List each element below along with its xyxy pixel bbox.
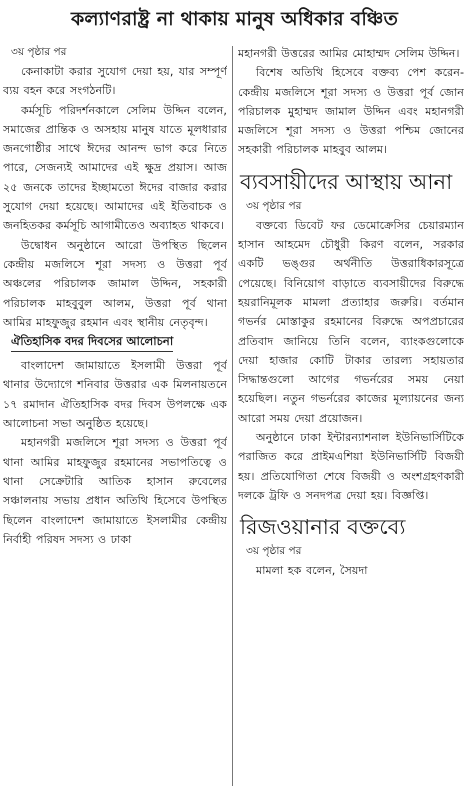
article-paragraph: বক্তব্যে ডিবেট ফর ডেমোক্রেসির চেয়ারম্যান হাসান আহমেদ চৌধুরী কিরণ বলেন, সরকার একটি ভঙ্গুর অর্থনীতি উত্তরাধিকারসূত্রে পেয়েছে। বিনিয়োগ বাড়াতে ব্যবসায়ীদের বিরুদ্ধে হয়রানিমূলক মামলা প্রত্যাহার জরুরি। বর্তমান গভর্নর মোস্তাকুর রহমানের বিরুদ্ধে অপপ্রচারের প্রতিবাদ জানিয়ে তিনি বলেন, ব্যাংকগুলোকে দেয়া হাজার কোটি টাকার তারল্য সহায়তার সিদ্ধান্তগুলো আগের গভর্নরের সময় নেয়া হয়েছিল। নতুন গভর্নরের কাজের মূল্যায়নের জন্য আরো সময় দেয়া প্রয়োজন। xyxy=(238,218,464,425)
article-paragraph: অনুষ্ঠানে ঢাকা ইন্টারন্যাশনাল ইউনিভার্সিটিকে পরাজিত করে প্রাইমএশিয়া ইউনিভার্সিটি বিজয়ী হয়। প্রতিযোগিতা শেষে বিজয়ী ও অংশগ্রহণকারী দলকে ট্রফি ও সনদপত্র দেয়া হয়। বিজ্ঞপ্তি। xyxy=(238,431,464,502)
article-paragraph: মামলা হক বলেন, সৈয়দা xyxy=(256,564,368,578)
article-paragraph: বাংলাদেশ জামায়াতে ইসলামী উত্তরা পূর্ব থানার উদ্যোগে শনিবার উত্তরার এক মিলনায়তনে ১৭ রমাদান ঐতিহাসিক বদর দিবস উপলক্ষে এক আলোচনা সভা অনুষ্ঠিত হয়েছে। xyxy=(3,359,227,431)
continued-label: ৩য় পৃষ্ঠার পর xyxy=(246,545,302,558)
section-headline-traders: ব্যবসায়ীদের আস্থায় আনা xyxy=(240,169,453,194)
article-paragraph: বিশেষ অতিথি হিসেবে বক্তব্য পেশ করেন- কেন্দ্রীয় মজলিসে শূরা সদস্য ও উত্তরা পূর্ব জোন পরিচালক মুহাম্মদ জামাল উদ্দিন এবং মহানগরী মজলিসে শূরা সদস্য ও উত্তরা পশ্চিম জোনের সহকারী পরিচালক মাহবুব আলম। xyxy=(238,66,464,157)
page-headline: কল্যাণরাষ্ট্র না থাকায় মানুষ অধিকার বঞ্চিত xyxy=(70,8,399,30)
article-paragraph: কর্মসূচি পরিদর্শনকালে সেলিম উদ্দিন বলেন, সমাজের প্রান্তিক ও অসহায় মানুষ যাতে মূলধারার জনগোষ্ঠীর সাথে ঈদের আনন্দ ভাগ করে নিতে পারে, সেজন্যই আমাদের এই ক্ষুদ্র প্রয়াস। আজ ২৫ জনকে তাদের ইচ্ছামতো ঈদের বাজার করার সুযোগ দেয়া হয়েছে। আমাদের এই ইতিবাচক ও জনহিতকর কর্মসূচি আগামীতেও অব্যাহত থাকবে। xyxy=(3,103,227,233)
left-column xyxy=(3,44,227,786)
article-paragraph: মহানগরী মজলিসে শূরা সদস্য ও উত্তরা পূর্ব থানা আমির মাহফুজুর রহমানের সভাপতিত্বে ও থানা সেক্রেটারি আতিক হাসান রুবেলের সঞ্চালনায় সভায় প্রধান অতিথি হিসেবে উপস্থিত ছিলেন বাংলাদেশ জামায়াতে ইসলামীর কেন্দ্রীয় নির্বাহী পরিষদ সদস্য ও ঢাকা xyxy=(3,436,227,546)
continued-label: ৩য় পৃষ্ঠার পর xyxy=(11,46,67,58)
article-paragraph: মহানগরী উত্তরের আমির মোহাম্মদ সেলিম উদ্দিন। xyxy=(238,47,460,60)
article-paragraph: কেনাকাটা করার সুযোগ দেয়া হয়, যার সম্পূর্ণ ব্যয় বহন করে সংগঠনটি। xyxy=(3,65,227,98)
subheading-text: ঐতিহাসিক বদর দিবসের আলোচনা xyxy=(11,332,173,352)
right-column xyxy=(238,44,464,786)
article-paragraph: উদ্বোধন অনুষ্ঠানে আরো উপস্থিত ছিলেন কেন্দ্রীয় মজলিসে শূরা সদস্য ও উত্তরা পূর্ব অঞ্চলের পরিচালক জামাল উদ্দিন, সহকারী পরিচালক মাহবুবুল আলম, উত্তরা পূর্ব থানা আমির মাহফুজুর রহমান এবং স্থানীয় নেতৃবৃন্দ। xyxy=(3,238,227,329)
subheading-badr-day xyxy=(11,332,227,354)
continued-label: ৩য় পৃষ্ঠার পর xyxy=(246,199,302,212)
section-headline-rizwana: রিজওয়ানার বক্তব্যে xyxy=(240,515,406,540)
column-divider xyxy=(232,46,233,786)
